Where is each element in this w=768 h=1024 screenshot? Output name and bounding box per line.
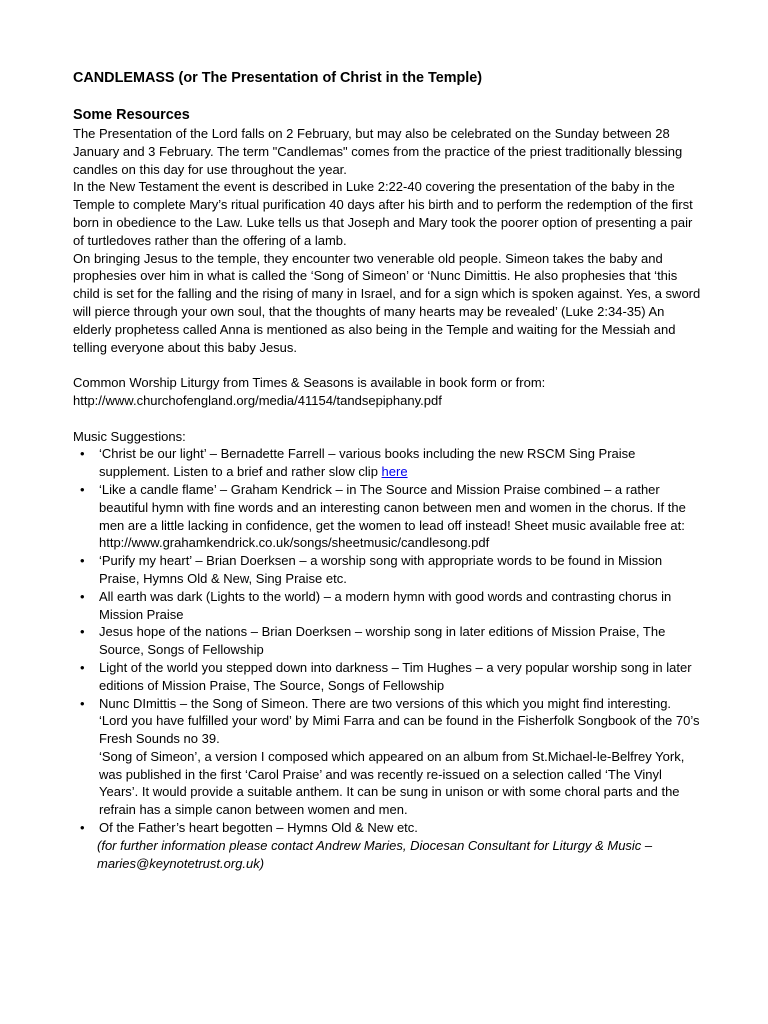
- list-item: [73, 588, 703, 624]
- bullet-icon: •: [80, 695, 85, 711]
- liturgy-text: Common Worship Liturgy from Times & Seasons is available in book form or from:: [73, 375, 546, 391]
- contact-note: (for further information please contact Andrew Maries, Diocesan Consultant for Liturgy & Music – maries@keynotetrust.org.uk): [97, 837, 653, 871]
- item-text: ‘Like a candle flame’ – Graham Kendrick – in The Source and Mission Praise combined – a rather beautiful hymn with fine words and an interesting canon between men and women in the chorus. If the men are a little lacking in confidence, get the women to lead off instead! Sheet music available free at:: [99, 481, 686, 533]
- spacer: [73, 410, 703, 428]
- clip-link[interactable]: here: [381, 464, 408, 480]
- bullet-icon: •: [80, 481, 85, 497]
- list-item: [73, 819, 703, 837]
- list-item: [73, 552, 703, 588]
- list-item: [73, 445, 703, 481]
- item-text: ‘Lord you have fulfilled your word’ by Mimi Farra and can be found in the Fisherfolk Songbook of the 70’s Fresh Sounds no 39.: [99, 713, 700, 747]
- item-text: ‘Song of Simeon’, a version I composed which appeared on an album from St.Michael-le-Belfrey York, was published in the first ‘Carol Praise’ and was recently re-issued on a selection called ‘The Vinyl Years’. It would provide a suitable anthem. It can be sung in unison or with some choral parts and the refrain has a simple canon between women and men.: [99, 748, 685, 818]
- section-heading: Some Resources: [73, 107, 190, 123]
- bullet-icon: •: [80, 588, 85, 604]
- music-list: [73, 445, 703, 837]
- liturgy-url: http://www.churchofengland.org/media/41154/tandsepiphany.pdf: [73, 392, 442, 408]
- bullet-icon: •: [80, 659, 85, 675]
- item-text: All earth was dark (Lights to the world) – a modern hymn with good words and contrasting chorus in Mission Praise: [99, 588, 672, 622]
- list-item: [73, 481, 703, 552]
- bullet-icon: •: [80, 446, 85, 462]
- bullet-icon: •: [80, 553, 85, 569]
- list-item: [73, 659, 703, 695]
- spacer: [73, 356, 703, 374]
- bullet-icon: •: [80, 820, 85, 836]
- item-text: Light of the world you stepped down into darkness – Tim Hughes – a very popular worship song in later editions of Mission Praise, The Source, Songs of Fellowship: [99, 659, 692, 693]
- sheet-music-url: http://www.grahamkendrick.co.uk/songs/sheetmusic/candlesong.pdf: [99, 535, 490, 551]
- intro-paragraph: The Presentation of the Lord falls on 2 February, but may also be celebrated on the Sunday between 28 January and 3 February. The term "Candlemas" comes from the practice of the priest traditionally blessing candles on this day for use throughout the year.: [73, 126, 683, 177]
- item-text: ‘Christ be our light’ – Bernadette Farrell – various books including the new RSCM Sing Praise supplement. Listen to a brief and rather slow clip: [99, 446, 636, 480]
- intro-paragraph: In the New Testament the event is described in Luke 2:22-40 covering the presentation of the baby in the Temple to complete Mary’s ritual purification 40 days after his birth and to perform the redemption of the first born in obedience to the Law. Luke tells us that Joseph and Mary took the poorer option of presenting a pair of turtledoves rather than the offering of a lamb.: [73, 179, 693, 248]
- list-item: [73, 623, 703, 659]
- document-page: [73, 68, 703, 872]
- document-title: CANDLEMASS (or The Presentation of Christ in the Temple): [73, 70, 483, 86]
- item-text: Jesus hope of the nations – Brian Doerksen – worship song in later editions of Mission Praise, The Source, Songs of Fellowship: [99, 624, 666, 658]
- music-heading: Music Suggestions:: [73, 428, 186, 444]
- intro-paragraph: On bringing Jesus to the temple, they encounter two venerable old people. Simeon takes the baby and prophesies over him in what is called the ‘Song of Simeon’ or ‘Nunc Dimittis. He also prophesies that ‘this child is set for the falling and the rising of many in Israel, and for a sign which is spoken against. Yes, a sword will pierce through your own soul, that the thoughts of many hearts may be revealed’ (Luke 2:34-35) An elderly prophetess called Anna is mentioned as also being in the Temple and waiting for the Messiah and telling everyone about this baby Jesus.: [73, 250, 701, 355]
- item-text: Nunc DImittis – the Song of Simeon. There are two versions of this which you might find interesting.: [99, 695, 672, 711]
- bullet-icon: •: [80, 624, 85, 640]
- item-text: Of the Father’s heart begotten – Hymns Old & New etc.: [99, 820, 418, 836]
- list-item: [73, 695, 703, 820]
- item-text: ‘Purify my heart’ – Brian Doerksen – a worship song with appropriate words to be found in Mission Praise, Hymns Old & New, Sing Praise etc.: [99, 553, 663, 586]
